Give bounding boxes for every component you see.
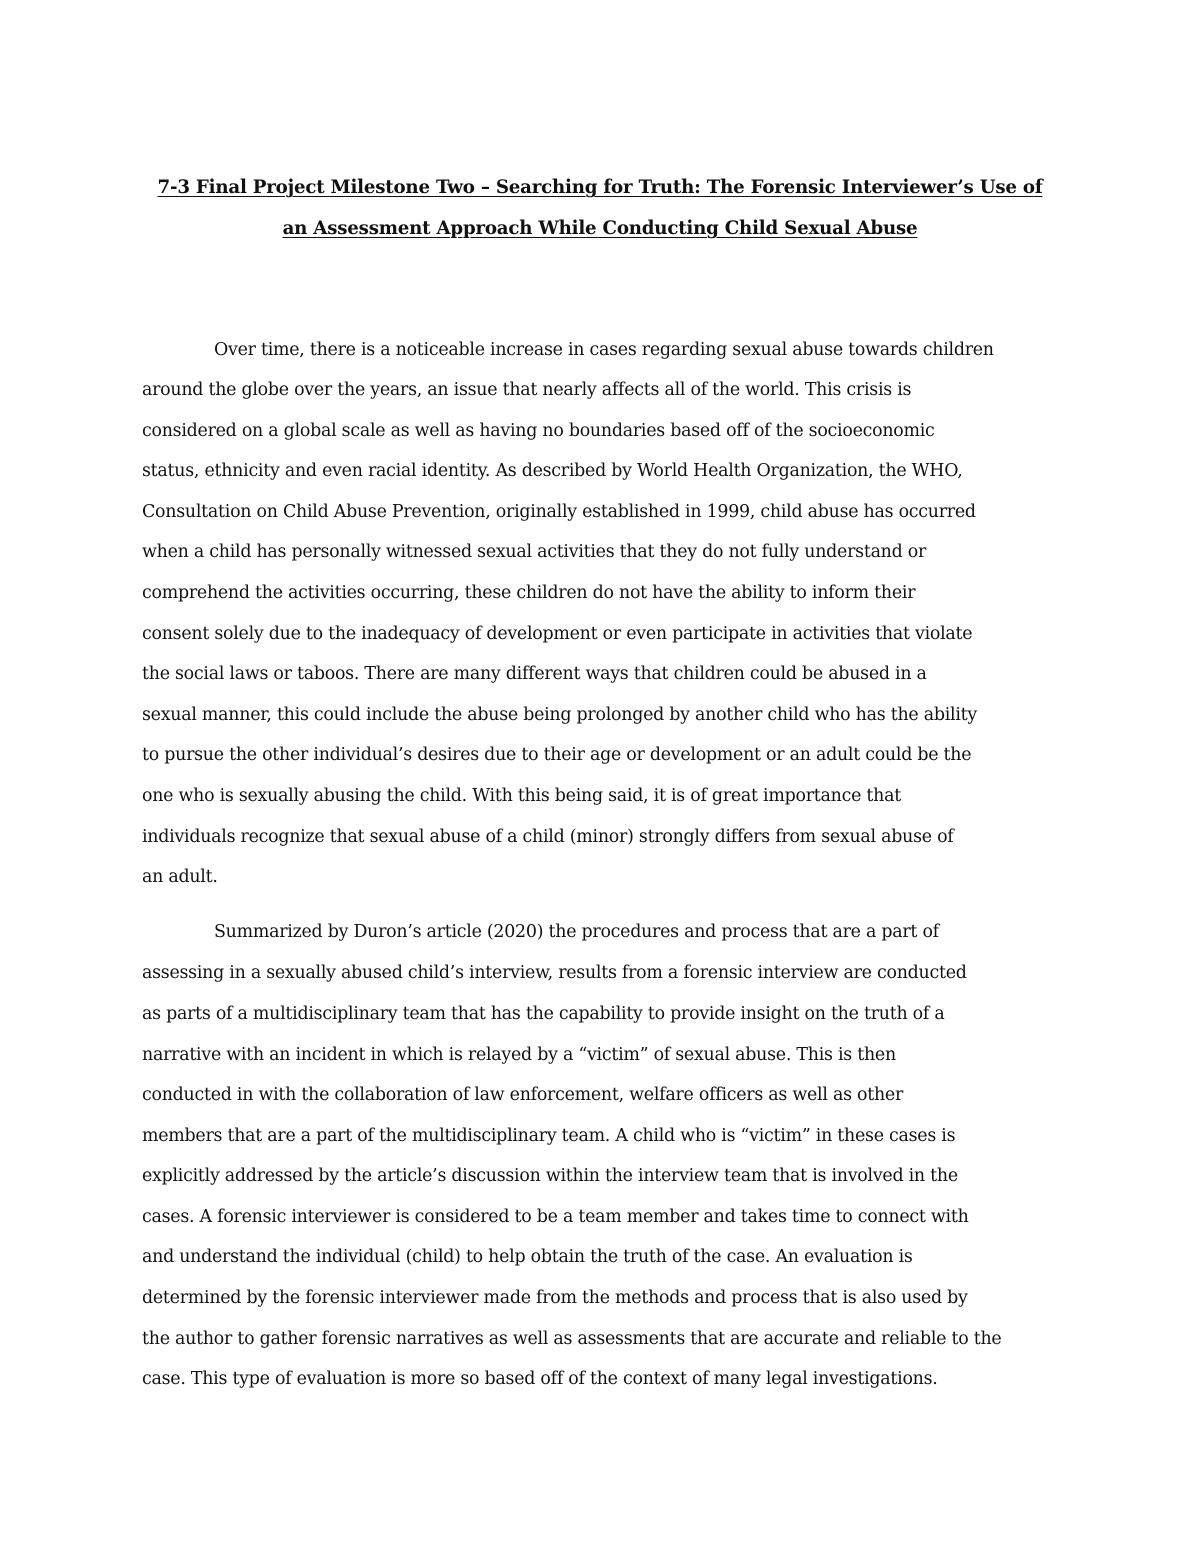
paragraph-line: case. This type of evaluation is more so based off of the context of many legal investigations. <box>142 1369 938 1389</box>
paragraph-line: considered on a global scale as well as having no boundaries based off of the socioeconomic <box>142 421 935 441</box>
paragraph-line: when a child has personally witnessed sexual activities that they do not fully understand or <box>142 542 927 562</box>
title-line-1: 7-3 Final Project Milestone Two – Searching for Truth: The Forensic Interviewer’s Use of <box>157 177 1043 198</box>
document-title <box>142 168 1058 249</box>
paragraph-line: status, ethnicity and even racial identity. As described by World Health Organization, the WHO, <box>142 461 963 481</box>
paragraph-line: the social laws or taboos. There are many different ways that children could be abused in a <box>142 664 927 684</box>
paragraph-line: determined by the forensic interviewer made from the methods and process that is also used by <box>142 1288 968 1308</box>
paragraph-line: to pursue the other individual’s desires due to their age or development or an adult could be the <box>142 745 972 765</box>
paragraph-line: narrative with an incident in which is relayed by a “victim” of sexual abuse. This is then <box>142 1045 896 1065</box>
paragraph-line: sexual manner, this could include the abuse being prolonged by another child who has the ability <box>142 705 977 725</box>
paragraph-line: conducted in with the collaboration of law enforcement, welfare officers as well as other <box>142 1085 904 1105</box>
paragraph-line: consent solely due to the inadequacy of development or even participate in activities that violate <box>142 624 973 644</box>
paragraph-line: around the globe over the years, an issue that nearly affects all of the world. This crisis is <box>142 380 912 400</box>
paragraph-line: individuals recognize that sexual abuse of a child (minor) strongly differs from sexual abuse of <box>142 827 954 847</box>
paragraph-line: explicitly addressed by the article’s discussion within the interview team that is involved in the <box>142 1166 958 1186</box>
paragraph-line: members that are a part of the multidisciplinary team. A child who is “victim” in these cases is <box>142 1126 956 1146</box>
paragraph-line: assessing in a sexually abused child’s interview, results from a forensic interview are conducted <box>142 963 967 983</box>
paragraph-line: Summarized by Duron’s article (2020) the procedures and process that are a part of <box>214 922 939 942</box>
paragraph-line: the author to gather forensic narratives as well as assessments that are accurate and reliable to the <box>142 1329 1002 1349</box>
paragraph-line: as parts of a multidisciplinary team that has the capability to provide insight on the truth of a <box>142 1004 945 1024</box>
paragraph-line: and understand the individual (child) to help obtain the truth of the case. An evaluation is <box>142 1247 913 1267</box>
paragraph-line: Consultation on Child Abuse Prevention, originally established in 1999, child abuse has occurred <box>142 502 976 522</box>
paragraph-line: cases. A forensic interviewer is considered to be a team member and takes time to connect with <box>142 1207 969 1227</box>
paragraph-line: an adult. <box>142 867 218 887</box>
paragraph-line: Over time, there is a noticeable increase in cases regarding sexual abuse towards children <box>214 340 994 360</box>
paragraph-line: comprehend the activities occurring, these children do not have the ability to inform their <box>142 583 916 603</box>
paragraph-line: one who is sexually abusing the child. With this being said, it is of great importance that <box>142 786 901 806</box>
title-line-2: an Assessment Approach While Conducting Child Sexual Abuse <box>282 217 918 239</box>
